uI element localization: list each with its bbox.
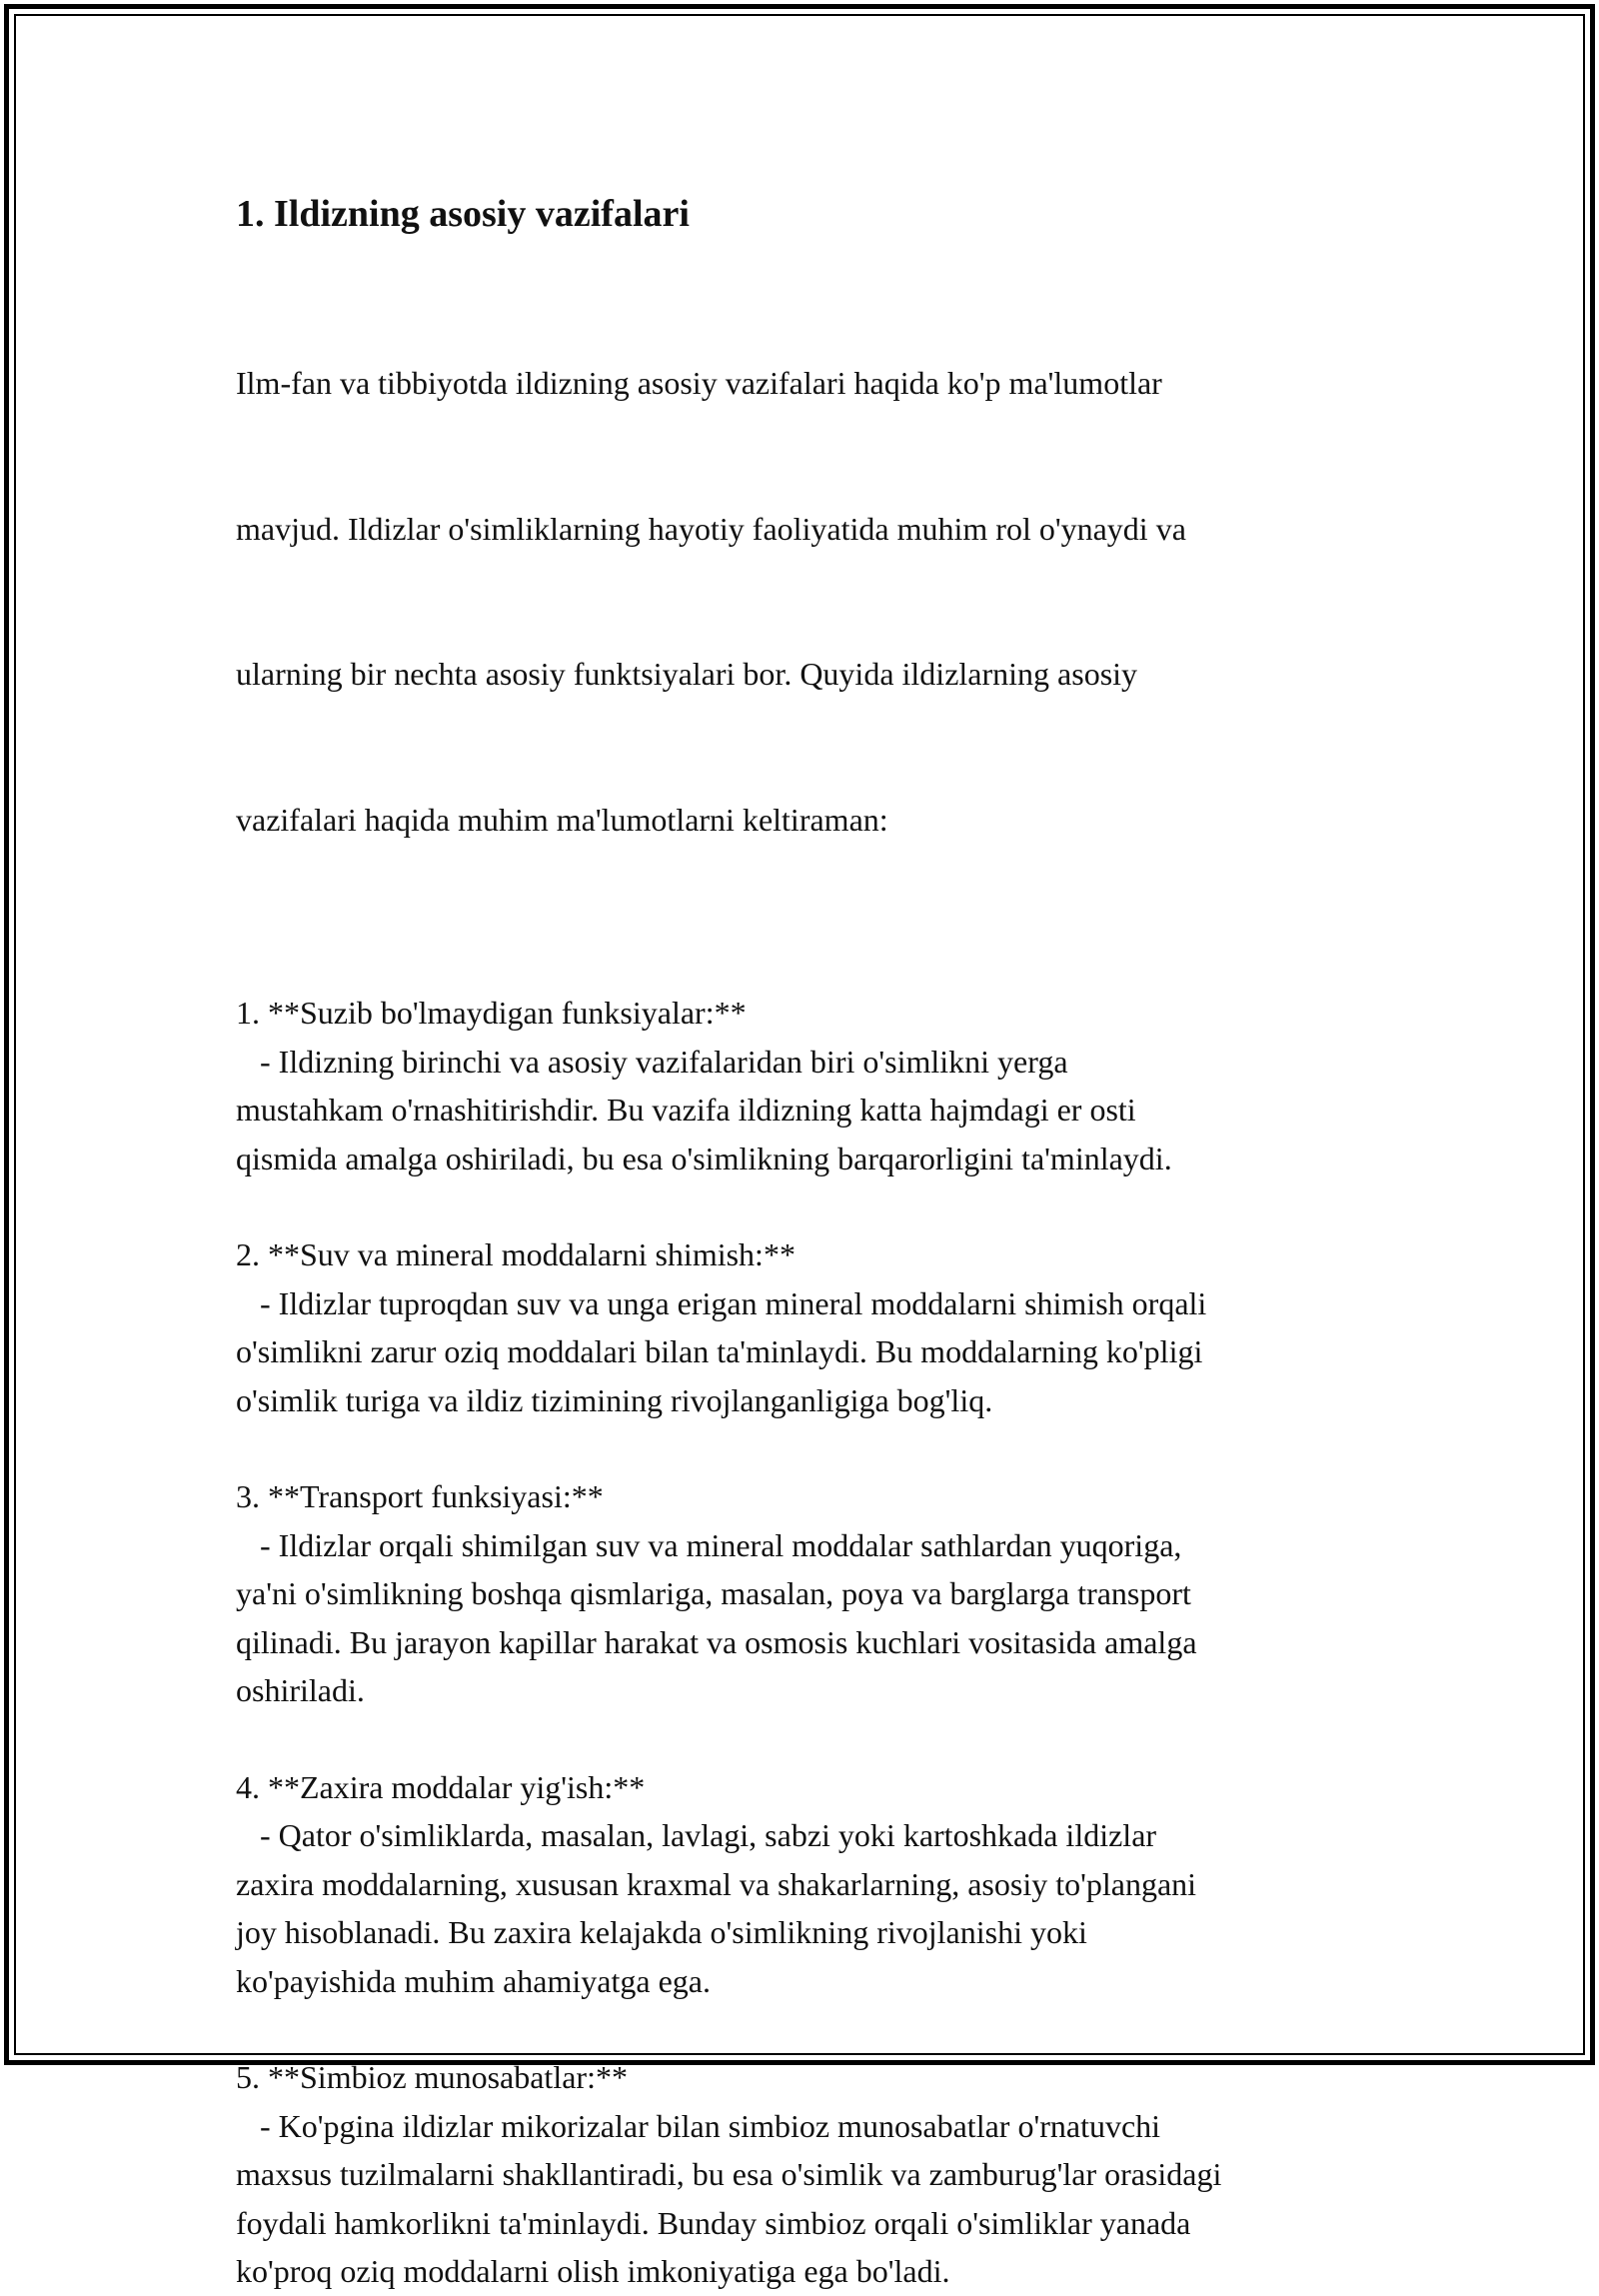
document-body xyxy=(236,186,1395,2296)
list-item-title: 4. **Zaxira moddalar yig'ish:** xyxy=(236,1768,646,1805)
list-item-1 xyxy=(236,989,1395,1182)
list-item-line: o'simlikni zarur oziq moddalari bilan ta'minlaydi. Bu moddalarning ko'pligi xyxy=(236,1333,1203,1369)
list-item-line: - Qator o'simliklarda, masalan, lavlagi, sabzi yoki kartoshkada ildizlar xyxy=(236,1817,1157,1853)
list-item-line: - Ildizlar orqali shimilgan suv va mineral moddalar sathlardan yuqoriga, xyxy=(236,1526,1182,1563)
list-item-line: - Ildizlar tuproqdan suv va unga erigan mineral moddalarni shimish orqali xyxy=(236,1284,1207,1321)
intro-line: vazifalari haqida muhim ma'lumotlarni keltiraman: xyxy=(236,801,888,838)
section-heading: 1. Ildizning asosiy vazifalari xyxy=(236,193,690,235)
list-item-title: 2. **Suv va mineral moddalarni shimish:** xyxy=(236,1236,796,1272)
list-item-5 xyxy=(236,2053,1395,2296)
list-item-line: ko'payishida muhim ahamiyatga ega. xyxy=(236,1962,711,1999)
list-item-4 xyxy=(236,1763,1395,2006)
intro-line: Ilm-fan va tibbiyotda ildizning asosiy vazifalari haqida ko'p ma'lumotlar xyxy=(236,365,1162,401)
list-item-3 xyxy=(236,1472,1395,1715)
list-item-line: qilinadi. Bu jarayon kapillar harakat va osmosis kuchlari vositasida amalga xyxy=(236,1623,1197,1660)
intro-line: mavjud. Ildizlar o'simliklarning hayotiy faoliyatida muhim rol o'ynaydi va xyxy=(236,510,1186,547)
list-item-line: mustahkam o'rnashitirishdir. Bu vazifa ildizning katta hajmdagi er osti xyxy=(236,1092,1136,1128)
list-item-title: 1. **Suzib bo'lmaydigan funksiyalar:** xyxy=(236,995,747,1031)
list-item-line: - Ildizning birinchi va asosiy vazifalaridan biri o'simlikni yerga xyxy=(236,1043,1068,1080)
list-item-line: ko'proq oziq moddalarni olish imkoniyatiga ega bo'ladi. xyxy=(236,2253,950,2289)
list-item-line: oshiriladi. xyxy=(236,1672,365,1708)
list-item-2 xyxy=(236,1230,1395,1424)
list-item-line: qismida amalga oshiriladi, bu esa o'simlikning barqarorligini ta'minlaydi. xyxy=(236,1140,1172,1176)
intro-paragraph xyxy=(236,262,1395,941)
list-item-title: 3. **Transport funksiyasi:** xyxy=(236,1478,604,1514)
list-item-line: maxsus tuzilmalarni shakllantiradi, bu esa o'simlik va zamburug'lar orasidagi xyxy=(236,2156,1222,2192)
intro-line: ularning bir nechta asosiy funktsiyalari bor. Quyida ildizlarning asosiy xyxy=(236,656,1138,692)
list-item-line: o'simlik turiga va ildiz tizimining rivojlanganligiga bog'liq. xyxy=(236,1381,993,1418)
list-item-line: joy hisoblanadi. Bu zaxira kelajakda o'simlikning rivojlanishi yoki xyxy=(236,1914,1087,1950)
list-item-line: ya'ni o'simlikning boshqa qismlariga, masalan, poya va barglarga transport xyxy=(236,1575,1191,1611)
list-item-line: zaxira moddalarning, xususan kraxmal va shakarlarning, asosiy to'plangani xyxy=(236,1865,1197,1902)
list-item-line: - Ko'pgina ildizlar mikorizalar bilan simbioz munosabatlar o'rnatuvchi xyxy=(236,2107,1161,2144)
list-item-line: foydali hamkorlikni ta'minlaydi. Bunday simbioz orqali o'simliklar yanada xyxy=(236,2204,1191,2241)
list-item-title: 5. **Simbioz munosabatlar:** xyxy=(236,2059,628,2095)
